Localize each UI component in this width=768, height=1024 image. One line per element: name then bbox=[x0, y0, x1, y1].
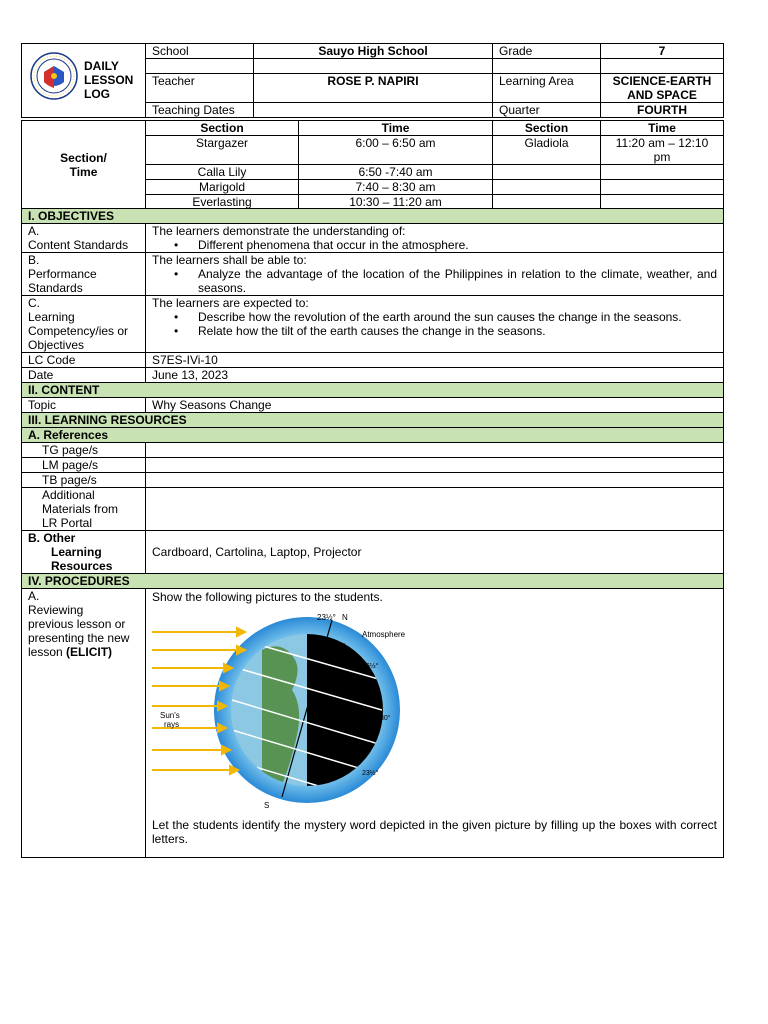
col-section: Section bbox=[493, 121, 601, 136]
topic-value: Why Seasons Change bbox=[146, 398, 724, 413]
section-name: Gladiola bbox=[493, 136, 601, 165]
list-item: • Analyze the advantage of the location of the Philippines in relation to the climate, weather, and seasons. bbox=[174, 267, 717, 295]
quarter-label: Quarter bbox=[493, 102, 601, 117]
section-time: 7:40 – 8:30 am bbox=[299, 180, 493, 195]
quarter-value: FOURTH bbox=[601, 102, 724, 117]
north-label: N bbox=[342, 613, 348, 622]
empty-cell bbox=[493, 165, 601, 180]
empty-cell bbox=[601, 59, 724, 74]
empty-cell bbox=[146, 443, 724, 458]
section-time: 10:30 – 11:20 am bbox=[299, 195, 493, 210]
grade-label: Grade bbox=[493, 44, 601, 59]
col-section: Section bbox=[146, 121, 299, 136]
section-name: Marigold bbox=[146, 180, 299, 195]
logo-cell bbox=[22, 44, 146, 118]
section-time: 6:50 -7:40 am bbox=[299, 165, 493, 180]
school-label: School bbox=[146, 44, 254, 59]
competency-value: The learners are expected to: • Describe how the revolution of the earth around the sun causes the change in the seasons. • Relate how the tilt of the earth causes the change in the seasons. bbox=[146, 296, 724, 353]
objectives-heading: I. OBJECTIVES bbox=[22, 209, 724, 224]
dates-value bbox=[254, 102, 493, 117]
lat-90-label: 90° bbox=[335, 643, 346, 650]
additional-materials-label: Additional Materials from LR Portal bbox=[22, 488, 146, 531]
section-name: Stargazer bbox=[146, 136, 299, 165]
other-resources-value: Cardboard, Cartolina, Laptop, Projector bbox=[146, 531, 724, 574]
atmosphere-label: Atmosphere bbox=[362, 630, 406, 639]
content-heading: II. CONTENT bbox=[22, 383, 724, 398]
header-table bbox=[21, 43, 724, 118]
col-time: Time bbox=[299, 121, 493, 136]
earth-seasons-figure bbox=[152, 610, 417, 810]
schedule-table bbox=[21, 120, 724, 210]
section-time-label: Section/ Time bbox=[22, 121, 146, 210]
empty-cell bbox=[146, 488, 724, 531]
lc-code-value: S7ES-IVi-10 bbox=[146, 353, 724, 368]
south-label: S bbox=[264, 801, 270, 810]
empty-cell bbox=[493, 180, 601, 195]
elicit-content bbox=[146, 589, 724, 858]
lm-label: LM page/s bbox=[22, 458, 146, 473]
performance-standards-value: The learners shall be able to: • Analyze the advantage of the location of the Philippines in relation to the climate, weather, and seasons. bbox=[146, 253, 724, 296]
school-value: Sauyo High School bbox=[254, 44, 493, 59]
area-label: Learning Area bbox=[493, 73, 601, 102]
date-label: Date bbox=[22, 368, 146, 383]
list-item: • Different phenomena that occur in the atmosphere. bbox=[174, 238, 717, 252]
teacher-value: ROSE P. NAPIRI bbox=[254, 73, 493, 102]
lat-0-label: 0° bbox=[365, 742, 372, 749]
elicit-label: A. Reviewing previous lesson or presenting the new lesson (ELICIT) bbox=[22, 589, 146, 858]
tg-label: TG page/s bbox=[22, 443, 146, 458]
empty-cell bbox=[601, 165, 724, 180]
dates-label: Teaching Dates bbox=[146, 102, 254, 117]
empty-cell bbox=[146, 59, 254, 74]
lat-23-label: 23½° bbox=[362, 770, 379, 777]
empty-cell bbox=[493, 59, 601, 74]
empty-cell bbox=[601, 180, 724, 195]
empty-cell bbox=[146, 458, 724, 473]
section-name: Calla Lily bbox=[146, 165, 299, 180]
col-time: Time bbox=[601, 121, 724, 136]
references-heading: A. References bbox=[22, 428, 724, 443]
area-value: SCIENCE-EARTH AND SPACE bbox=[601, 73, 724, 102]
empty-cell bbox=[146, 473, 724, 488]
empty-cell bbox=[254, 59, 493, 74]
content-standards-value: The learners demonstrate the understanding of: • Different phenomena that occur in the atmosphere. bbox=[146, 224, 724, 253]
section-name: Everlasting bbox=[146, 195, 299, 210]
tilt-label: 23½° bbox=[317, 613, 336, 622]
lesson-table bbox=[21, 208, 724, 858]
list-item: • Relate how the tilt of the earth causes the change in the seasons. bbox=[174, 324, 717, 338]
performance-standards-label: B. Performance Standards bbox=[22, 253, 146, 296]
list-item: • Describe how the revolution of the earth around the sun causes the change in the seasons. bbox=[174, 310, 717, 324]
log-title: DAILY LESSON LOG bbox=[84, 59, 134, 101]
date-value: June 13, 2023 bbox=[146, 368, 724, 383]
competency-label: C. Learning Competency/ies or Objectives bbox=[22, 296, 146, 353]
topic-label: Topic bbox=[22, 398, 146, 413]
content-standards-label: A. Content Standards bbox=[22, 224, 146, 253]
grade-value: 7 bbox=[601, 44, 724, 59]
lc-code-label: LC Code bbox=[22, 353, 146, 368]
section-time: 6:00 – 6:50 am bbox=[299, 136, 493, 165]
tb-label: TB page/s bbox=[22, 473, 146, 488]
section-time: 11:20 am – 12:10 pm bbox=[601, 136, 724, 165]
deped-seal-icon bbox=[30, 52, 78, 103]
other-resources-label: B. Other Learning Resources bbox=[22, 531, 146, 574]
procedures-heading: IV. PROCEDURES bbox=[22, 574, 724, 589]
teacher-label: Teacher bbox=[146, 73, 254, 102]
instruction-text: Show the following pictures to the students. bbox=[152, 590, 383, 604]
resources-heading: III. LEARNING RESOURCES bbox=[22, 413, 724, 428]
task-text: Let the students identify the mystery word depicted in the given picture by filling up the boxes with correct letters. bbox=[152, 818, 717, 846]
lat-30-label: 30° bbox=[380, 715, 391, 722]
sun-rays-label: Sun's rays bbox=[160, 711, 180, 729]
lat-66-label: 66½° bbox=[362, 663, 379, 670]
